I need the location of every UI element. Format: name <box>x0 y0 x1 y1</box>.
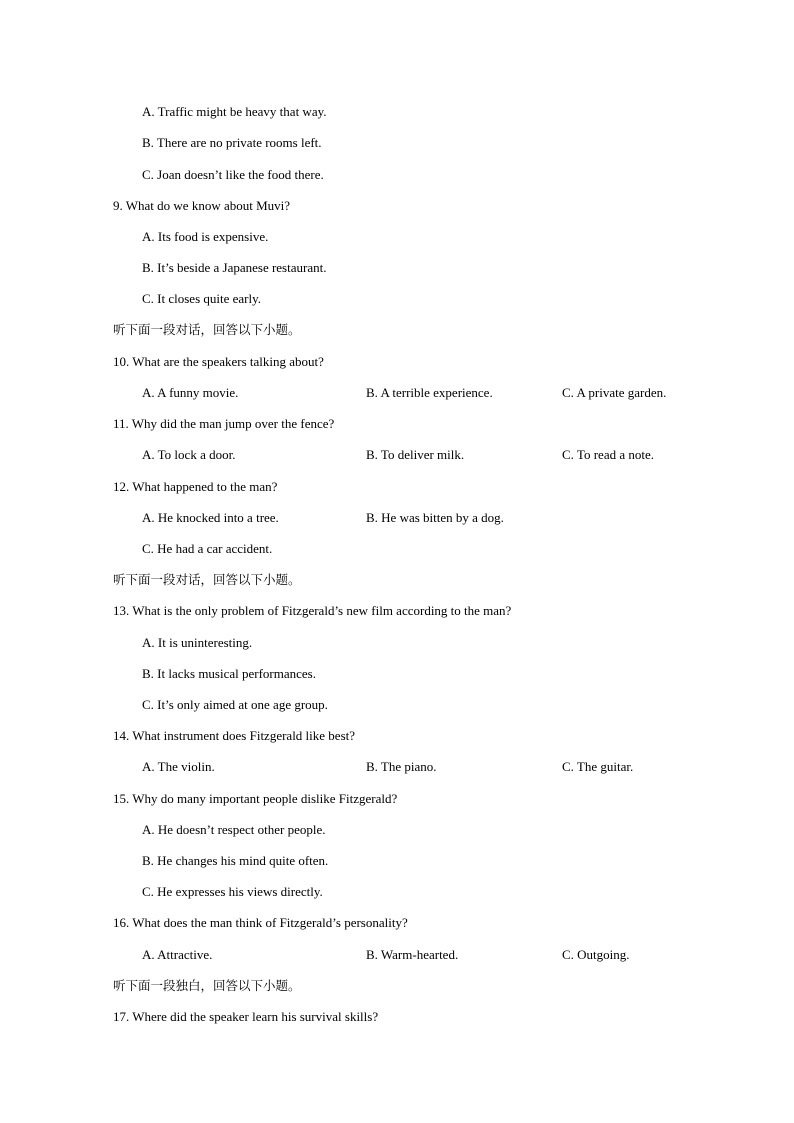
q9-option-b: B. It’s beside a Japanese restaurant. <box>142 260 327 275</box>
q8-option-b: B. There are no private rooms left. <box>142 135 322 150</box>
q11-option-b: B. To deliver milk. <box>366 447 465 462</box>
q15-option-a: A. He doesn’t respect other people. <box>142 822 326 837</box>
q13-option-a: A. It is uninteresting. <box>142 635 253 650</box>
q9-option-a: A. Its food is expensive. <box>142 229 269 244</box>
question-9: 9. What do we know about Muvi? <box>113 198 291 213</box>
q16-option-c: C. Outgoing. <box>562 947 630 962</box>
q12-option-c: C. He had a car accident. <box>142 541 273 556</box>
q8-option-a: A. Traffic might be heavy that way. <box>142 104 327 119</box>
question-12: 12. What happened to the man? <box>113 479 278 494</box>
q9-option-c: C. It closes quite early. <box>142 291 262 306</box>
q11-option-a: A. To lock a door. <box>142 447 236 462</box>
q14-option-c: C. The guitar. <box>562 759 634 774</box>
question-11: 11. Why did the man jump over the fence? <box>113 416 335 431</box>
q14-option-a: A. The violin. <box>142 759 215 774</box>
question-16: 16. What does the man think of Fitzgerald’s personality? <box>113 915 408 930</box>
q12-option-b: B. He was bitten by a dog. <box>366 510 504 525</box>
question-10: 10. What are the speakers talking about? <box>113 354 324 369</box>
q13-option-b: B. It lacks musical performances. <box>142 666 316 681</box>
q10-option-b: B. A terrible experience. <box>366 385 493 400</box>
q10-option-a: A. A funny movie. <box>142 385 239 400</box>
question-13: 13. What is the only problem of Fitzgerald’s new film according to the man? <box>113 603 512 618</box>
q16-option-b: B. Warm-hearted. <box>366 947 459 962</box>
q12-option-a: A. He knocked into a tree. <box>142 510 279 525</box>
section-heading-dialogue-1: 听下面一段对话，回答以下小题。 <box>113 322 301 337</box>
q11-option-c: C. To read a note. <box>562 447 654 462</box>
q15-option-b: B. He changes his mind quite often. <box>142 853 329 868</box>
question-14: 14. What instrument does Fitzgerald like best? <box>113 728 356 743</box>
q8-option-c: C. Joan doesn’t like the food there. <box>142 167 324 182</box>
q15-option-c: C. He expresses his views directly. <box>142 884 323 899</box>
question-15: 15. Why do many important people dislike Fitzgerald? <box>113 791 398 806</box>
q13-option-c: C. It’s only aimed at one age group. <box>142 697 328 712</box>
q14-option-b: B. The piano. <box>366 759 437 774</box>
section-heading-monologue: 听下面一段独白，回答以下小题。 <box>113 978 301 993</box>
section-heading-dialogue-2: 听下面一段对话，回答以下小题。 <box>113 572 301 587</box>
question-17: 17. Where did the speaker learn his survival skills? <box>113 1009 379 1024</box>
q16-option-a: A. Attractive. <box>142 947 213 962</box>
q10-option-c: C. A private garden. <box>562 385 667 400</box>
